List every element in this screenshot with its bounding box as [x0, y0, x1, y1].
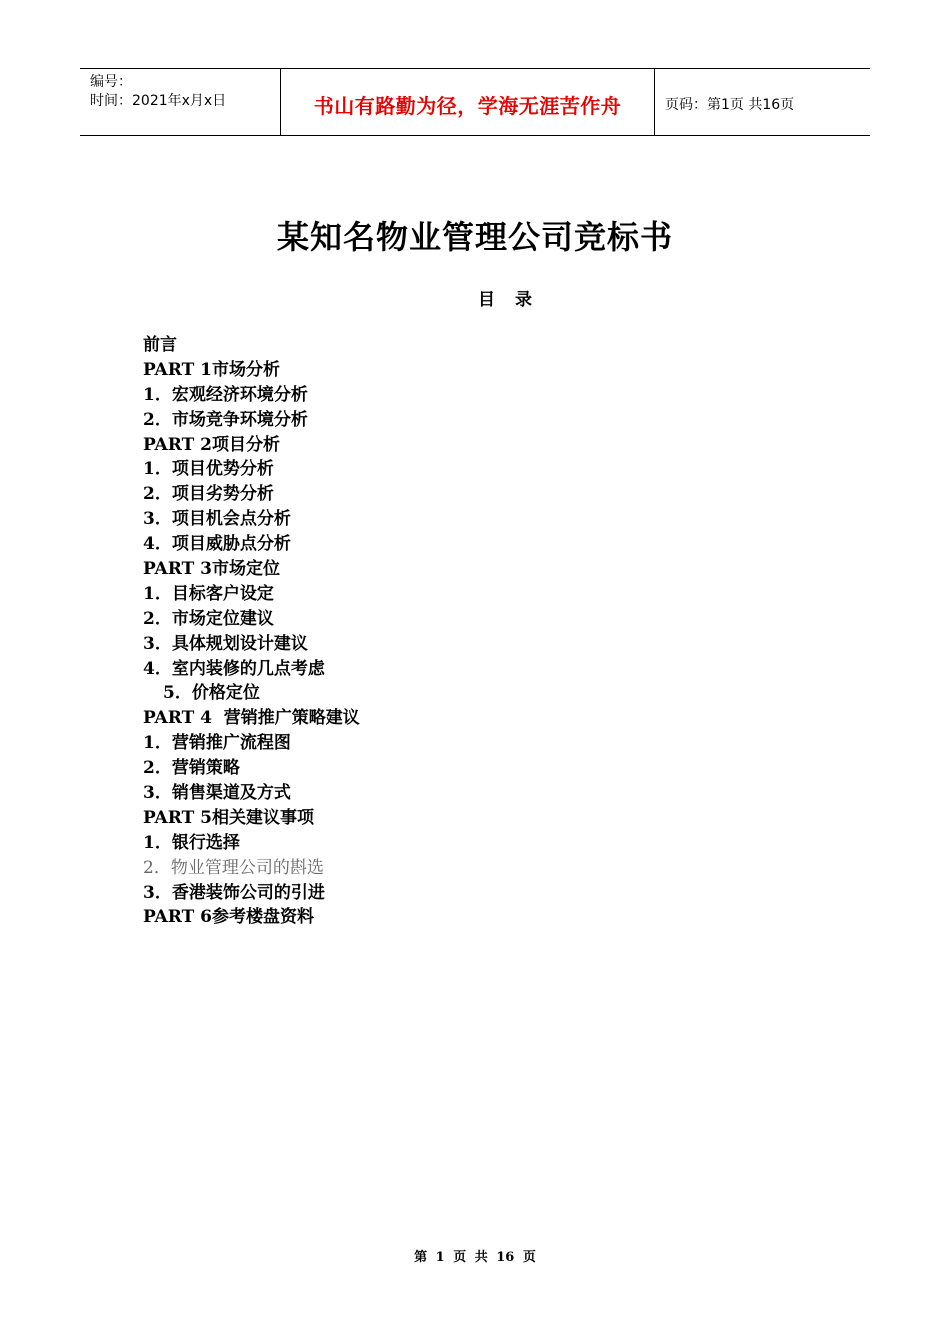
toc-item: 3．具体规划设计建议: [143, 633, 308, 654]
document-number-label: 编号：: [90, 74, 132, 90]
toc-item: 3．销售渠道及方式: [143, 783, 291, 804]
toc-item: 1．银行选择: [143, 832, 240, 853]
toc-item-part6: PART 6参考楼盘资料: [143, 907, 314, 928]
toc-item-preface: 前言: [143, 335, 177, 355]
toc-heading: 目录: [478, 290, 552, 310]
toc-item: 5．价格定位: [163, 683, 260, 704]
toc-item: 4．项目威胁点分析: [143, 534, 291, 555]
header-motto: 书山有路勤为径，学海无涯苦作舟: [313, 93, 622, 118]
toc-item-part2: PART 2项目分析: [143, 434, 280, 455]
toc-item-part4: PART 4 营销推广策略建议: [143, 708, 360, 729]
toc-item-part5: PART 5相关建议事项: [143, 807, 314, 828]
header-page-info: 页码：第1页 共16页: [665, 97, 795, 113]
table-of-contents: [143, 333, 743, 930]
page-footer: 第 1 页 共 16 页: [414, 1250, 536, 1265]
toc-item: 4．室内装修的几点考虑: [143, 658, 325, 679]
toc-item: 3．项目机会点分析: [143, 509, 291, 530]
toc-item: 2．营销策略: [143, 758, 240, 779]
header-page-cell: [655, 69, 870, 135]
toc-item: 1．项目优势分析: [143, 459, 274, 480]
toc-item-part3: PART 3市场定位: [143, 559, 280, 580]
toc-item: 2．物业管理公司的斟选: [143, 857, 324, 878]
toc-item: 2．市场竞争环境分析: [143, 409, 308, 430]
toc-item: 2．市场定位建议: [143, 608, 274, 629]
toc-item: 1．营销推广流程图: [143, 733, 291, 754]
toc-item-part1: PART 1市场分析: [143, 359, 280, 380]
document-title: 某知名物业管理公司竞标书: [276, 218, 673, 256]
document-date-label: 时间：2021年x月x日: [90, 93, 227, 109]
header-motto-cell: [281, 69, 655, 135]
toc-item: 2．项目劣势分析: [143, 484, 274, 505]
page-header: [80, 68, 870, 136]
toc-item: 3．香港装饰公司的引进: [143, 882, 325, 903]
toc-item: 1．目标客户设定: [143, 583, 274, 604]
header-meta-cell: [80, 69, 281, 135]
toc-item: 1．宏观经济环境分析: [143, 384, 308, 405]
